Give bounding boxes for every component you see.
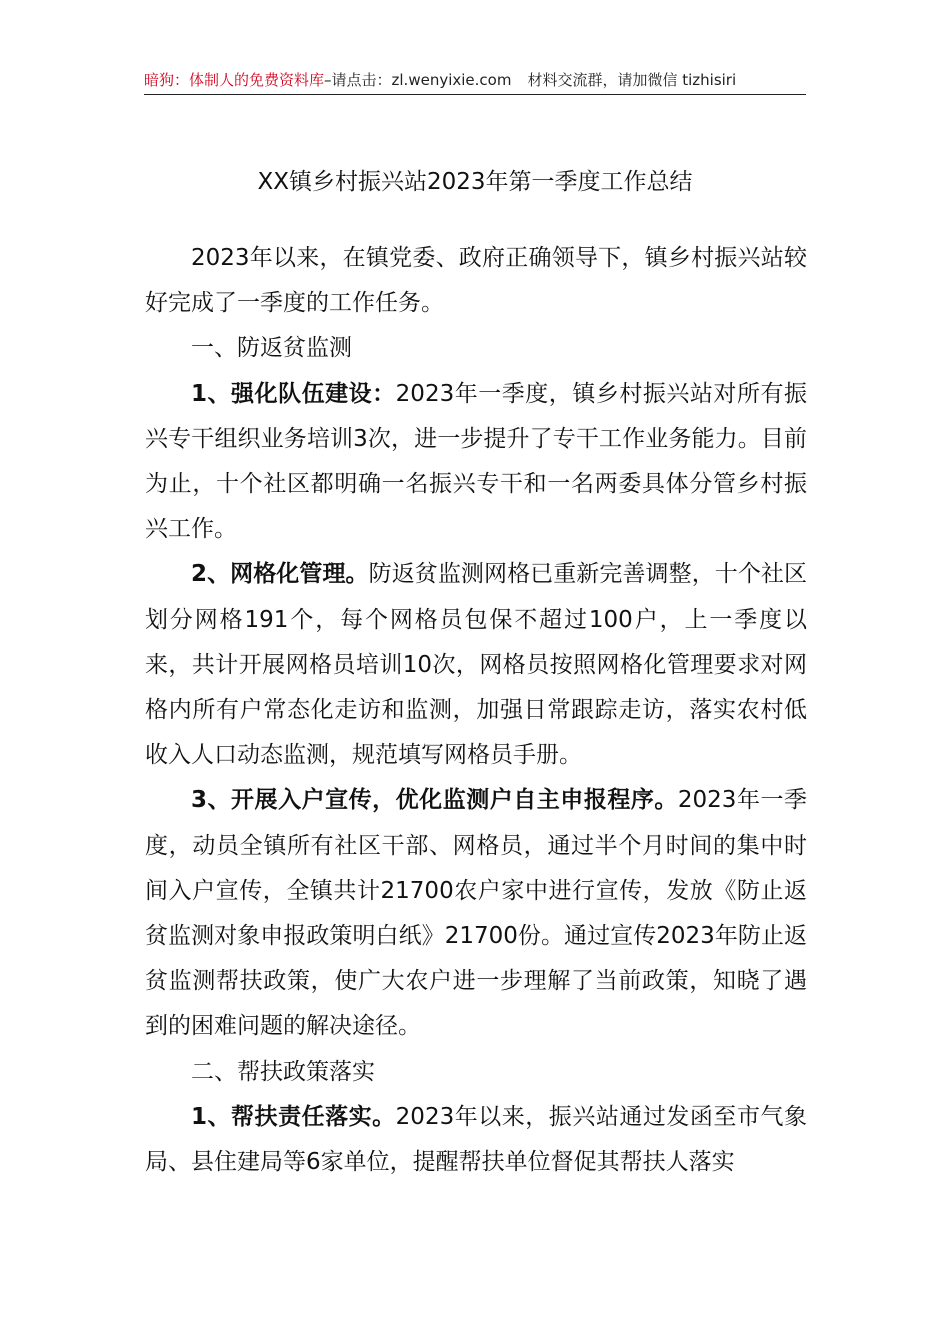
document-body: [145, 236, 807, 1185]
paragraph-text: 防返贫监测网格已重新完善调整，十个社区划分网格191个，每个网格员包保不超过100户，上一季度以来，共计开展网格员培训10次，网格员按照网格化管理要求对网格内所有户常态化走访和监测，加强日常跟踪走访，落实农村低收入人口动态监测，规范填写网格员手册。: [145, 561, 807, 769]
document-title: XX镇乡村振兴站2023年第一季度工作总结: [257, 169, 693, 195]
paragraph: [145, 552, 807, 778]
paragraph: [145, 1095, 807, 1185]
watermark-header: [144, 66, 806, 95]
section-heading: 二、帮扶政策落实: [191, 1058, 375, 1085]
paragraph-text: 2023年一季度，动员全镇所有社区干部、网格员，通过半个月时间的集中时间入户宣传，全镇共计21700农户家中进行宣传，发放《防止返贫监测对象申报政策明白纸》21700份。通过宣传2023年防止返贫监测帮扶政策，使广大农户进一步理解了当前政策，知晓了遇到的困难问题的解决途径。: [145, 787, 807, 1040]
paragraph-lead: 1、帮扶责任落实。: [191, 1103, 396, 1130]
paragraph-text: 2023年以来，振兴站通过发函至市气象局、县住建局等6家单位，提醒帮扶单位督促其帮扶人落实: [145, 1103, 807, 1176]
header-promo: 暗狗：体制人的免费资料库: [144, 71, 325, 89]
paragraph-text: 2023年一季度，镇乡村振兴站对所有振兴专干组织业务培训3次，进一步提升了专干工作业务能力。目前为止，十个社区都明确一名振兴专干和一名两委具体分管乡村振兴工作。: [145, 380, 807, 543]
intro-paragraph: 2023年以来，在镇党委、政府正确领导下，镇乡村振兴站较好完成了一季度的工作任务。: [145, 245, 807, 317]
section-heading: 一、防返贫监测: [191, 335, 352, 362]
paragraph-lead: 3、开展入户宣传，优化监测户自主申报程序。: [191, 787, 678, 814]
paragraph-lead: 1、强化队伍建设：: [191, 380, 396, 407]
header-link[interactable]: –请点击：zl.wenyixie.com: [324, 71, 512, 89]
paragraph-lead: 2、网格化管理。: [191, 561, 369, 588]
paragraph: [145, 372, 807, 553]
paragraph: [145, 778, 807, 1049]
header-wechat: 材料交流群，请加微信 tizhisiri: [527, 71, 737, 89]
